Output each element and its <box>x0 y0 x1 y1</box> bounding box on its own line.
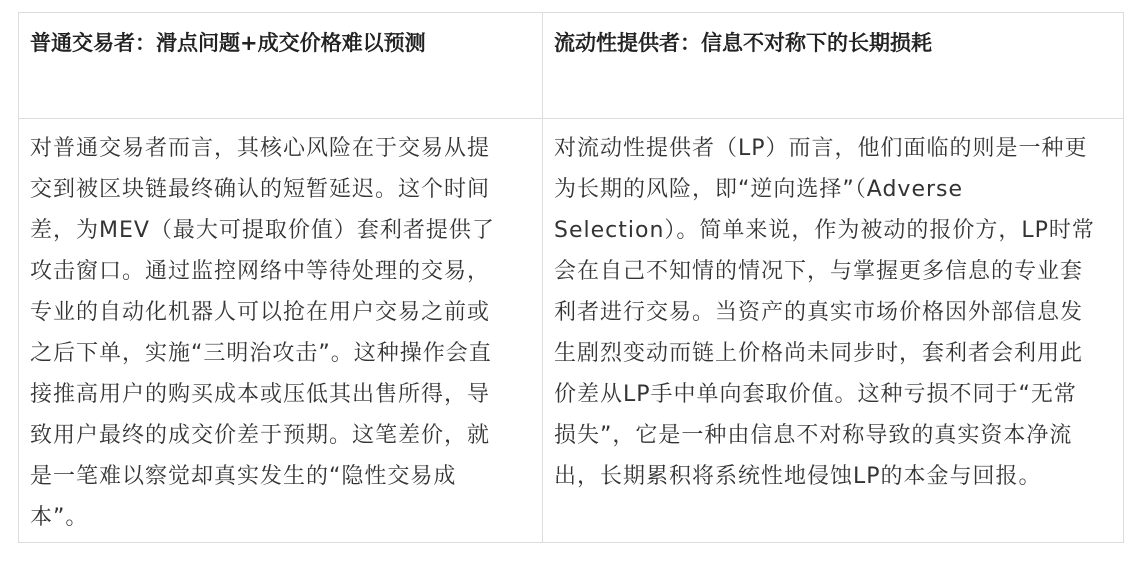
body-line: 致用户最终的成交价差于预期。这笔差价，就 <box>30 423 491 448</box>
header-label: 流动性提供者：信息不对称下的长期损耗 <box>554 31 932 55</box>
header-cell-regular-trader <box>18 12 543 119</box>
body-line: 差，为MEV（最大可提取价值）套利者提供了 <box>30 218 495 243</box>
body-line: 之后下单，实施“三明治攻击”。这种操作会直 <box>30 341 492 366</box>
body-line: 为长期的风险，即“逆向选择”（Adverse <box>554 177 964 202</box>
body-line: 利者进行交易。当资产的真实市场价格因外部信息发 <box>554 300 1084 325</box>
body-line: 交到被区块链最终确认的短暂延迟。这个时间 <box>30 177 491 202</box>
body-line: 生剧烈变动而链上价格尚未同步时，套利者会利用此 <box>554 341 1084 366</box>
body-line: 是一笔难以察觉却真实发生的“隐性交易成 <box>30 464 457 489</box>
header-label: 普通交易者：滑点问题+成交价格难以预测 <box>30 31 426 55</box>
body-line: 会在自己不知情的情况下，与掌握更多信息的专业套 <box>554 259 1084 284</box>
body-cell-regular-trader <box>18 118 543 543</box>
body-line: 价差从LP手中单向套取价值。这种亏损不同于“无常 <box>554 382 1077 407</box>
body-line: 接推高用户的购买成本或压低其出售所得，导 <box>30 382 491 407</box>
body-line: 损失”，它是一种由信息不对称导致的真实资本净流 <box>554 423 1073 448</box>
body-line: 对普通交易者而言，其核心风险在于交易从提 <box>30 136 491 161</box>
body-line: 攻击窗口。通过监控网络中等待处理的交易， <box>30 259 491 284</box>
body-cell-liquidity-provider <box>542 118 1124 543</box>
body-line: 出，长期累积将系统性地侵蚀LP的本金与回报。 <box>554 464 1042 489</box>
body-line: 对流动性提供者（LP）而言，他们面临的则是一种更 <box>554 136 1088 161</box>
body-line: Selection）。简单来说，作为被动的报价方，LP时常 <box>554 218 1095 243</box>
header-cell-liquidity-provider <box>542 12 1124 119</box>
body-line: 本”。 <box>30 505 89 530</box>
body-line: 专业的自动化机器人可以抢在用户交易之前或 <box>30 300 491 325</box>
